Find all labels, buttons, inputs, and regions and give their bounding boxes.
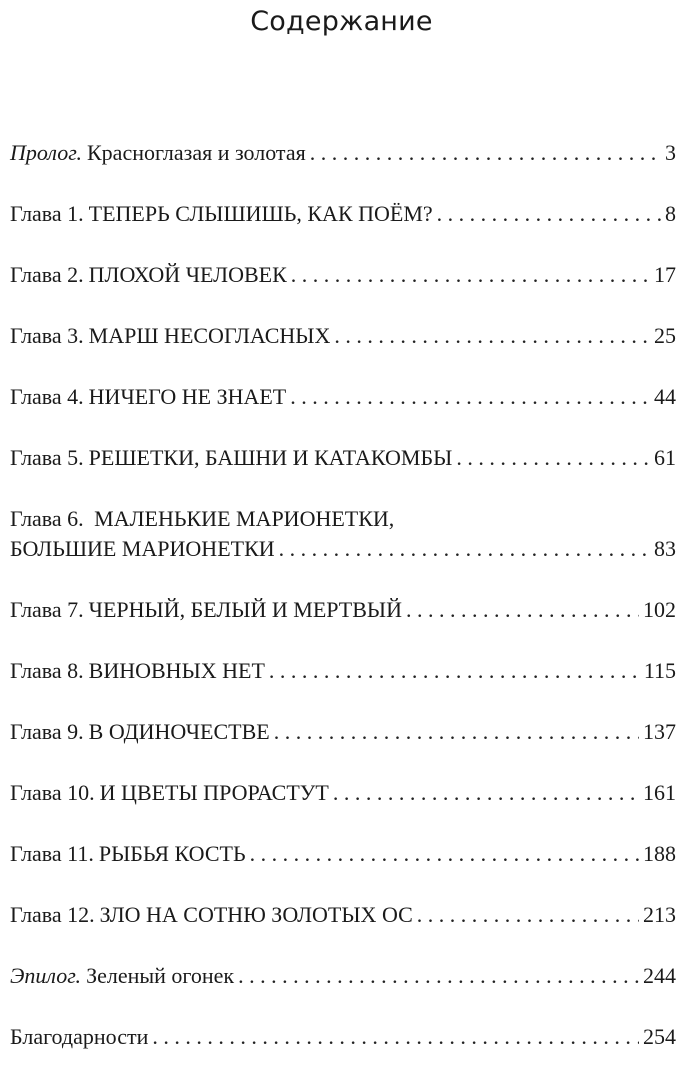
toc-entry-prefix: Глава 3. <box>10 323 84 348</box>
toc-entry-chapter-9[interactable] <box>10 717 676 747</box>
toc-entry-chapter-4[interactable] <box>10 382 676 412</box>
table-of-contents <box>10 138 676 1083</box>
dot-leader <box>333 778 639 808</box>
toc-entry-page: 254 <box>643 1024 676 1049</box>
toc-entry-title: ПЛОХОЙ ЧЕЛОВЕК <box>88 262 287 287</box>
toc-entry-prefix: Глава 7. <box>10 597 84 622</box>
toc-entry-page: 83 <box>654 536 676 561</box>
toc-entry-prefix: Глава 12. <box>10 902 95 927</box>
dot-leader <box>334 321 650 351</box>
dot-leader <box>310 138 661 168</box>
toc-entry-prefix: Глава 4. <box>10 384 84 409</box>
toc-entry-chapter-6[interactable] <box>10 504 676 564</box>
toc-entry-chapter-8[interactable] <box>10 656 676 686</box>
toc-entry-prologue[interactable] <box>10 138 676 168</box>
toc-entry-prefix: Глава 6. <box>10 506 84 531</box>
toc-entry-title: МАЛЕНЬКИЕ МАРИОНЕТКИ, <box>94 506 395 531</box>
dot-leader <box>279 534 650 564</box>
toc-entry-chapter-3[interactable] <box>10 321 676 351</box>
toc-entry-chapter-10[interactable] <box>10 778 676 808</box>
toc-entry-chapter-2[interactable] <box>10 260 676 290</box>
toc-entry-page: 188 <box>643 841 676 866</box>
toc-entry-title: ТЕПЕРЬ СЛЫШИШЬ, КАК ПОЁМ? <box>88 201 433 226</box>
toc-entry-title: ЗЛО НА СОТНЮ ЗОЛОТЫХ ОС <box>99 902 413 927</box>
toc-entry-title: В ОДИНОЧЕСТВЕ <box>88 719 270 744</box>
toc-entry-page: 8 <box>665 201 676 226</box>
toc-entry-page: 17 <box>654 262 676 287</box>
toc-entry-title: РЫБЬЯ КОСТЬ <box>98 841 246 866</box>
toc-entry-title-line2: БОЛЬШИЕ МАРИОНЕТКИ <box>10 536 275 561</box>
toc-entry-acknowledgements[interactable] <box>10 1022 676 1052</box>
toc-entry-page: 161 <box>643 780 676 805</box>
toc-entry-page: 44 <box>654 384 676 409</box>
toc-entry-title: РЕШЕТКИ, БАШНИ И КАТАКОМБЫ <box>88 445 453 470</box>
toc-entry-chapter-5[interactable] <box>10 443 676 473</box>
toc-entry-page: 3 <box>665 140 676 165</box>
dot-leader <box>269 656 640 686</box>
toc-entry-title: Красноглазая и золотая <box>87 140 306 165</box>
toc-entry-title: ВИНОВНЫХ НЕТ <box>88 658 265 683</box>
toc-entry-prefix: Глава 5. <box>10 445 84 470</box>
dot-leader <box>406 595 639 625</box>
toc-entry-prefix: Глава 11. <box>10 841 94 866</box>
toc-entry-page: 115 <box>643 658 676 683</box>
toc-entry-page: 25 <box>654 323 676 348</box>
dot-leader <box>437 199 661 229</box>
toc-entry-page: 102 <box>643 597 676 622</box>
dot-leader <box>250 839 639 869</box>
toc-entry-title: НИЧЕГО НЕ ЗНАЕТ <box>88 384 287 409</box>
dot-leader <box>290 382 650 412</box>
dot-leader <box>238 961 639 991</box>
toc-entry-chapter-11[interactable] <box>10 839 676 869</box>
toc-entry-title: МАРШ НЕСОГЛАСНЫХ <box>88 323 331 348</box>
toc-entry-title: ЧЕРНЫЙ, БЕЛЫЙ И МЕРТВЫЙ <box>88 597 402 622</box>
toc-entry-page: 244 <box>643 963 676 988</box>
toc-entry-page: 137 <box>643 719 676 744</box>
toc-entry-title: Зеленый огонек <box>86 963 235 988</box>
toc-entry-title: Благодарности <box>10 1024 149 1049</box>
toc-entry-chapter-7[interactable] <box>10 595 676 625</box>
toc-entry-title: И ЦВЕТЫ ПРОРАСТУТ <box>99 780 329 805</box>
page-title: Содержание <box>250 6 433 37</box>
dot-leader <box>152 1022 639 1052</box>
toc-entry-epilogue[interactable] <box>10 961 676 991</box>
dot-leader <box>456 443 650 473</box>
dot-leader <box>274 717 639 747</box>
dot-leader <box>417 900 639 930</box>
toc-entry-prefix: Эпилог. <box>10 963 82 988</box>
dot-leader <box>291 260 650 290</box>
toc-entry-chapter-1[interactable] <box>10 199 676 229</box>
toc-entry-prefix: Глава 10. <box>10 780 95 805</box>
toc-entry-prefix: Глава 9. <box>10 719 84 744</box>
toc-entry-page: 61 <box>654 445 676 470</box>
toc-entry-prefix: Пролог. <box>10 140 82 165</box>
toc-entry-prefix: Глава 2. <box>10 262 84 287</box>
toc-entry-chapter-12[interactable] <box>10 900 676 930</box>
toc-entry-page: 213 <box>643 902 676 927</box>
toc-entry-prefix: Глава 1. <box>10 201 84 226</box>
toc-entry-prefix: Глава 8. <box>10 658 84 683</box>
